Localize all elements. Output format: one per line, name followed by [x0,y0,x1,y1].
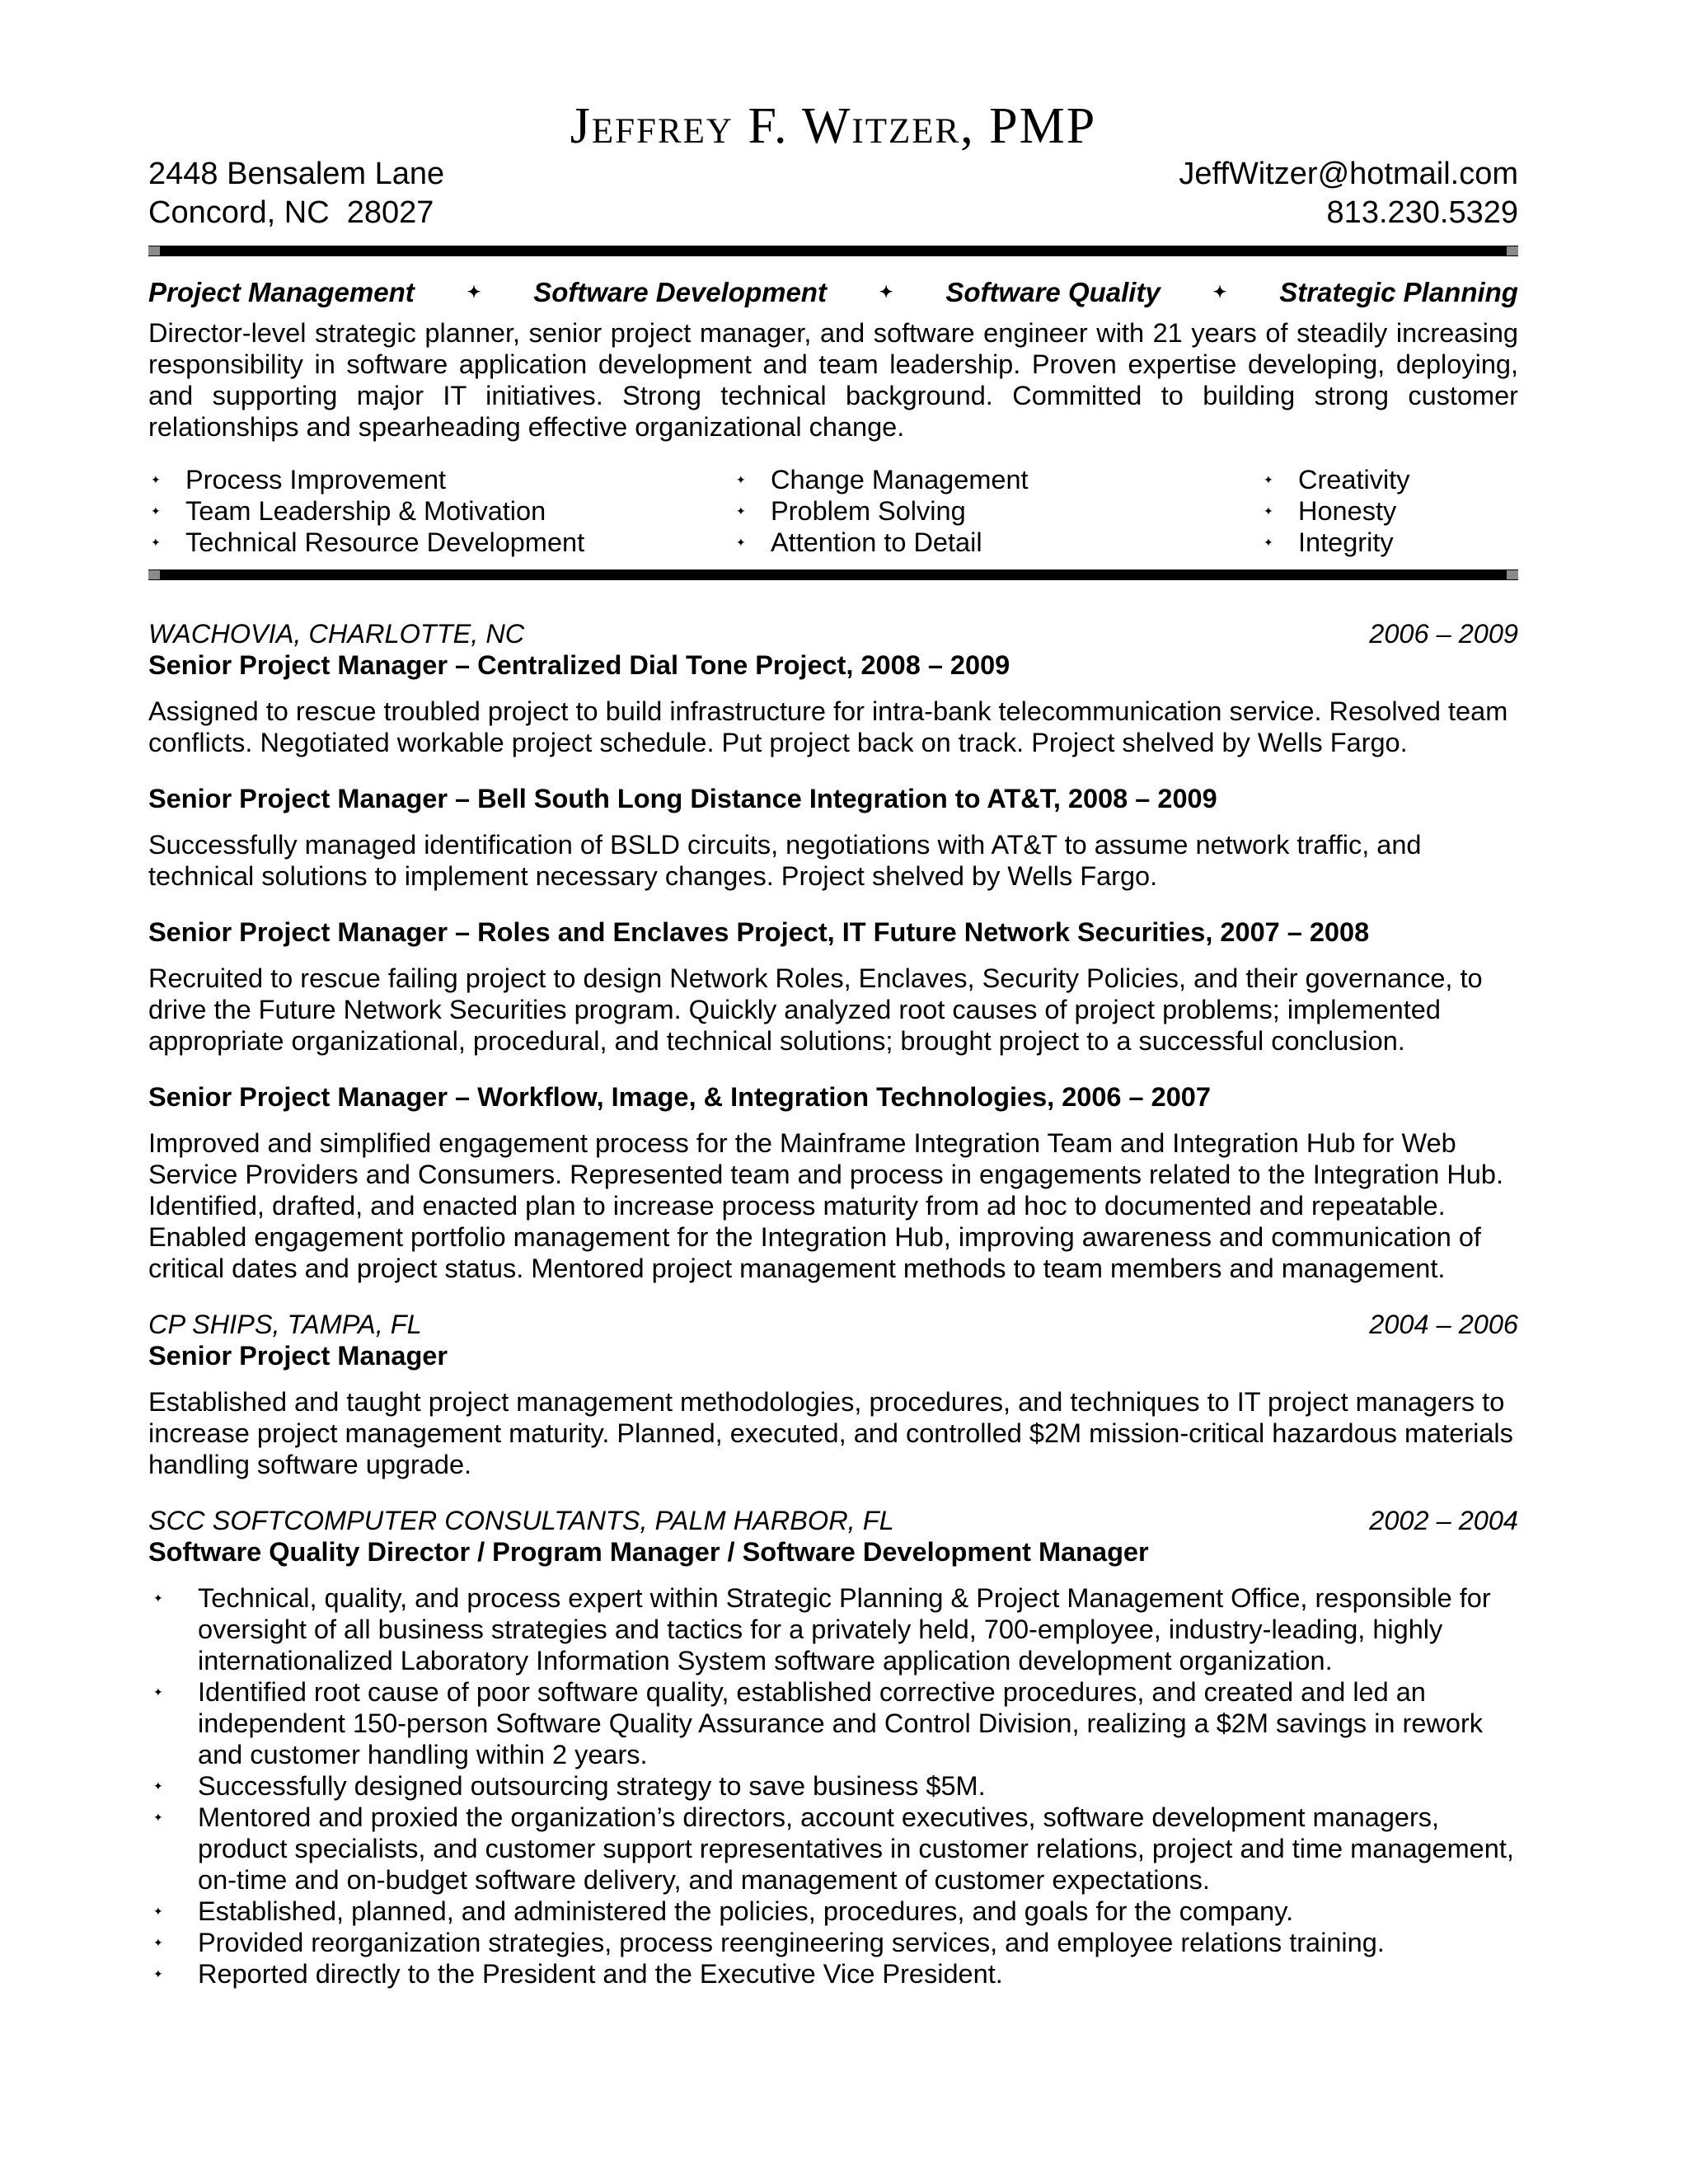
resume-page [148,97,1518,1990]
role-description: Successfully managed identification of BSLD circuits, negotiations with AT&T to assume network traffic, and technical solutions to implement necessary changes. Project shelved by Wells Fargo. [148,830,1422,891]
contact-block [148,155,1518,232]
employer-header [148,1505,1518,1536]
role-title: Senior Project Manager – Workflow, Image, & Integration Technologies, 2006 – 2007 [148,1082,1211,1112]
employer-name: SCC SOFTCOMPUTER CONSULTANTS, PALM HARBOR, FL [148,1506,894,1535]
employer-name: CP SHIPS, TAMPA, FL [148,1310,422,1339]
competencies-column-2 [734,464,1261,558]
role-description: Improved and simplified engagement process for the Mainframe Integration Team and Integration Hub for Web Service Providers and Consumers. Represented team and process in engagements related to the Integration Hub. Identified, drafted, and enacted plan to increase process maturity from ad hoc to documented and repeatable. Enabled engagement portfolio management for the Integration Hub, improving awareness and communication of critical dates and project status. Mentored project management methods to team members and management. [148,1128,1503,1283]
competencies-column-3 [1261,464,1518,558]
achievement-item: ✦ Established, planned, and administered the policies, procedures, and goals for the company. [148,1896,1518,1927]
address-line-1: 2448 Bensalem Lane [148,157,445,191]
address-line-2: Concord, NC 28027 [148,195,434,230]
contact-info [1179,155,1518,232]
phone: 813.230.5329 [1326,195,1518,230]
bullet-icon: ✦ [467,284,481,302]
achievement-item: ✦ Provided reorganization strategies, process reengineering services, and employee relations training. [148,1927,1518,1958]
employment-dates: 2004 – 2006 [1369,1310,1518,1339]
role-title: Senior Project Manager – Roles and Enclaves Project, IT Future Network Securities, 2007 – 2008 [148,917,1370,947]
achievement-item: ✦ Technical, quality, and process expert within Strategic Planning & Project Management Office, responsible for oversight of all business strategies and tactics for a privately held, 700-employee, industry-leading, highly internationalized Laboratory Information System software application development organization. [148,1582,1518,1676]
section-divider [148,569,1518,580]
role-description: Established and taught project management methodologies, procedures, and techniques to IT project managers to increase project management maturity. Planned, executed, and controlled $2M mission-critical hazardous materials handling software upgrade. [148,1387,1513,1479]
skill-item: Software Development [533,277,827,307]
achievement-list [148,1582,1518,1990]
employer-name: WACHOVIA, CHARLOTTE, NC [148,619,525,649]
competencies-list [148,464,1518,558]
summary-paragraph: Director-level strategic planner, senior project manager, and software engineer with 21 years of steadily increasing responsibility in software application development and team leadership. Proven expertise developing, deploying, and supporting major IT initiatives. Strong technical background. Committed to building strong customer relationships and spearheading effective organizational change. [148,318,1518,442]
skill-item: Strategic Planning [1279,277,1518,307]
role-description: Assigned to rescue troubled project to build infrastructure for intra-bank telecommunication service. Resolved team conflicts. Negotiated workable project schedule. Put project back on track. Project shelved by Wells Fargo. [148,696,1508,757]
achievement-item: ✦ Mentored and proxied the organization’s directors, account executives, software development managers, product specialists, and customer support representatives in customer relations, project and time management, on-time and on-budget software delivery, and management of customer expectations. [148,1802,1518,1896]
competency-item: ✦ Problem Solving [734,495,1261,527]
competencies-column-1 [148,464,734,558]
competency-item: ✦ Attention to Detail [734,527,1261,558]
role-title: Software Quality Director / Program Manager / Software Development Manager [148,1537,1149,1567]
candidate-name: Jeffrey F. Witzer, PMP [570,98,1097,154]
bullet-icon: ✦ [879,284,893,302]
employment-dates: 2002 – 2004 [1369,1506,1518,1535]
employer-header [148,618,1518,649]
competency-item: ✦ Process Improvement [148,464,734,495]
competency-item: ✦ Change Management [734,464,1261,495]
employer-header [148,1309,1518,1340]
employment-dates: 2006 – 2009 [1369,619,1518,649]
header-divider [148,246,1518,256]
competency-item: ✦ Integrity [1261,527,1518,558]
role-description: Recruited to rescue failing project to design Network Roles, Enclaves, Security Policies, and their governance, to drive the Future Network Securities program. Quickly analyzed root causes of project problems; implemented appropriate organizational, procedural, and technical solutions; brought project to a successful conclusion. [148,963,1483,1056]
email: JeffWitzer@hotmail.com [1179,157,1518,191]
skills-bar [148,276,1518,309]
competency-item: ✦ Technical Resource Development [148,527,734,558]
role-title: Senior Project Manager – Bell South Long Distance Integration to AT&T, 2008 – 2009 [148,784,1217,813]
competency-item: ✦ Creativity [1261,464,1518,495]
address [148,155,444,232]
role-title: Senior Project Manager – Centralized Dial Tone Project, 2008 – 2009 [148,650,1010,680]
competency-item: ✦ Team Leadership & Motivation [148,495,734,527]
achievement-item: ✦ Identified root cause of poor software quality, established corrective procedures, and created and led an independent 150-person Software Quality Assurance and Control Division, realizing a $2M savings in rework and customer handling within 2 years. [148,1676,1518,1770]
competency-item: ✦ Honesty [1261,495,1518,527]
skill-item: Project Management [148,277,415,307]
achievement-item: ✦ Successfully designed outsourcing strategy to save business $5M. [148,1770,1518,1802]
bullet-icon: ✦ [1212,284,1227,302]
role-title: Senior Project Manager [148,1341,448,1371]
achievement-item: ✦ Reported directly to the President and the Executive Vice President. [148,1958,1518,1990]
skill-item: Software Quality [945,277,1160,307]
